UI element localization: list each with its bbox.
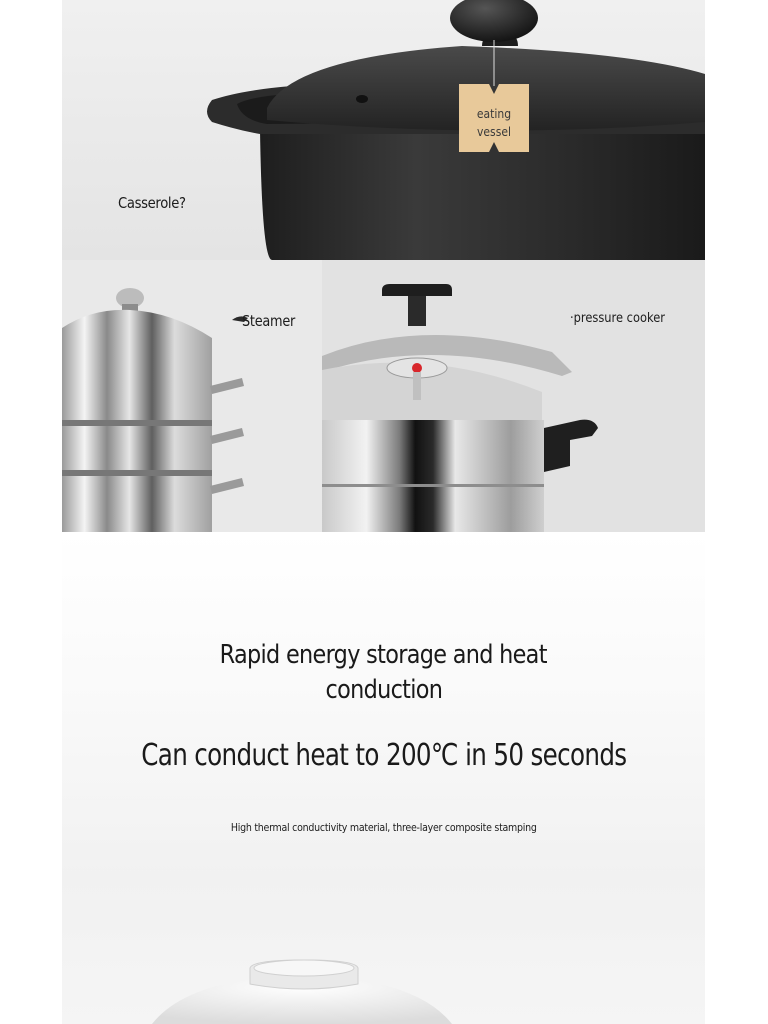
pressure-cooker-section [322, 260, 705, 532]
steamer-label: Steamer [242, 312, 296, 330]
heat-headline [62, 638, 705, 708]
steamer-section [62, 260, 322, 532]
steamer-image [62, 260, 322, 532]
pressure-cooker-image [322, 260, 705, 532]
product-detail-page [62, 0, 705, 1024]
heat-note-text: High thermal conductivity material, three-layer composite stamping [230, 821, 537, 834]
pressure-cooker-label: ·pressure cooker [570, 311, 665, 326]
white-casserole-lid-image [62, 944, 705, 1024]
casserole-section [62, 0, 705, 260]
casserole-label: Casserole? [118, 194, 186, 212]
heat-claim-text: Can conduct heat to 200℃ in 50 seconds [140, 738, 627, 773]
heat-note [62, 821, 705, 834]
heat-headline-line2: conduction [325, 675, 442, 705]
heat-conduction-section [62, 532, 705, 1024]
tag-text-line2: vessel [477, 125, 511, 139]
casserole-pot-image [62, 0, 705, 260]
heat-headline-line1: Rapid energy storage and heat [219, 640, 548, 670]
tag-text-line1: eating [476, 107, 512, 121]
heat-claim [62, 738, 705, 773]
eating-vessel-tag [459, 84, 529, 152]
